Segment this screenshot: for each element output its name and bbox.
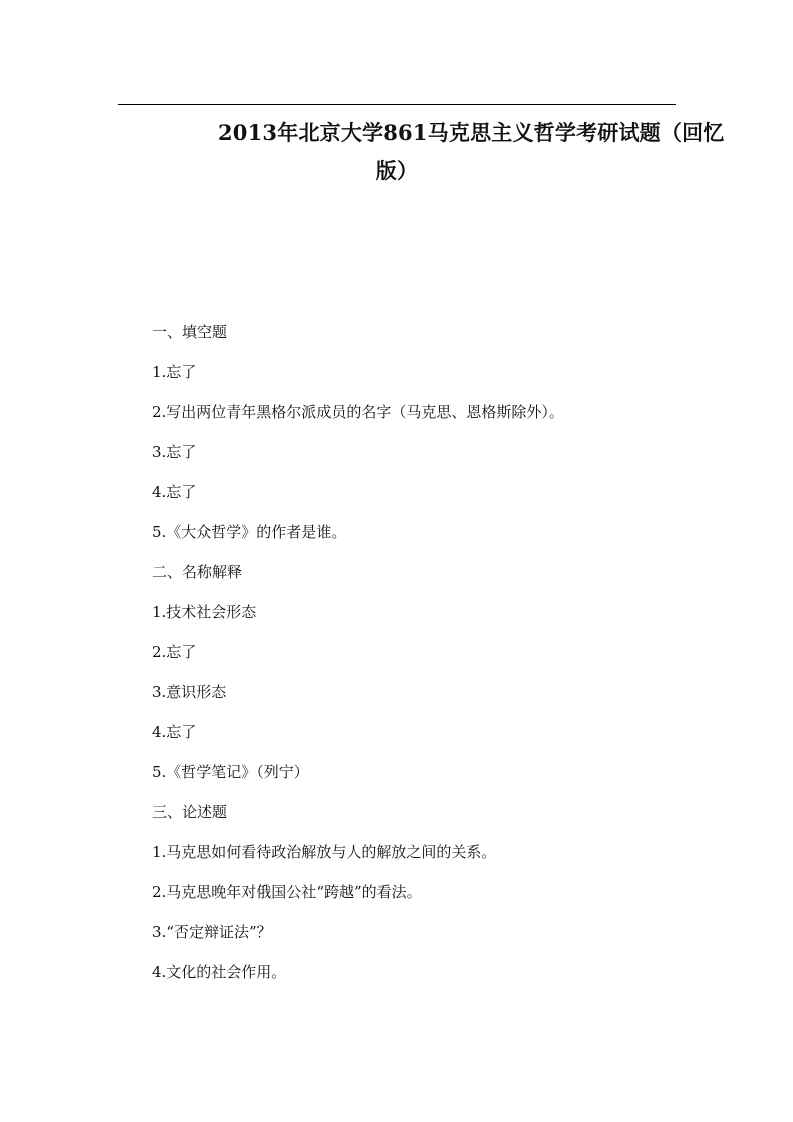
question-list — [152, 318, 712, 998]
question-item: 1.忘了 — [152, 363, 197, 381]
section-heading-terms: 二、名称解释 — [152, 563, 243, 581]
section-heading-fill-blank: 一、填空题 — [152, 323, 228, 341]
document-title — [118, 114, 725, 190]
header-rule — [118, 104, 676, 105]
question-item: 3.意识形态 — [152, 683, 227, 701]
section-heading-essay: 三、论述题 — [152, 803, 228, 821]
title-line-1: 2013年北京大学861马克思主义哲学考研试题（回忆 — [218, 120, 725, 145]
question-item: 4.忘了 — [152, 723, 197, 741]
question-item: 4.文化的社会作用。 — [152, 963, 287, 981]
question-item: 1.马克思如何看待政治解放与人的解放之间的关系。 — [152, 843, 497, 861]
question-item: 5.《哲学笔记》（列宁） — [152, 763, 309, 781]
question-item: 1.技术社会形态 — [152, 603, 257, 621]
question-item: 5.《大众哲学》的作者是谁。 — [152, 523, 347, 541]
question-item: 2.写出两位青年黑格尔派成员的名字（马克思、恩格斯除外）。 — [152, 403, 564, 421]
question-item: 2.忘了 — [152, 643, 197, 661]
question-item: 3.“否定辩证法”？ — [152, 923, 272, 941]
title-line-2: 版） — [375, 158, 419, 183]
question-item: 2.马克思晚年对俄国公社“跨越”的看法。 — [152, 883, 422, 901]
question-item: 3.忘了 — [152, 443, 197, 461]
question-item: 4.忘了 — [152, 483, 197, 501]
